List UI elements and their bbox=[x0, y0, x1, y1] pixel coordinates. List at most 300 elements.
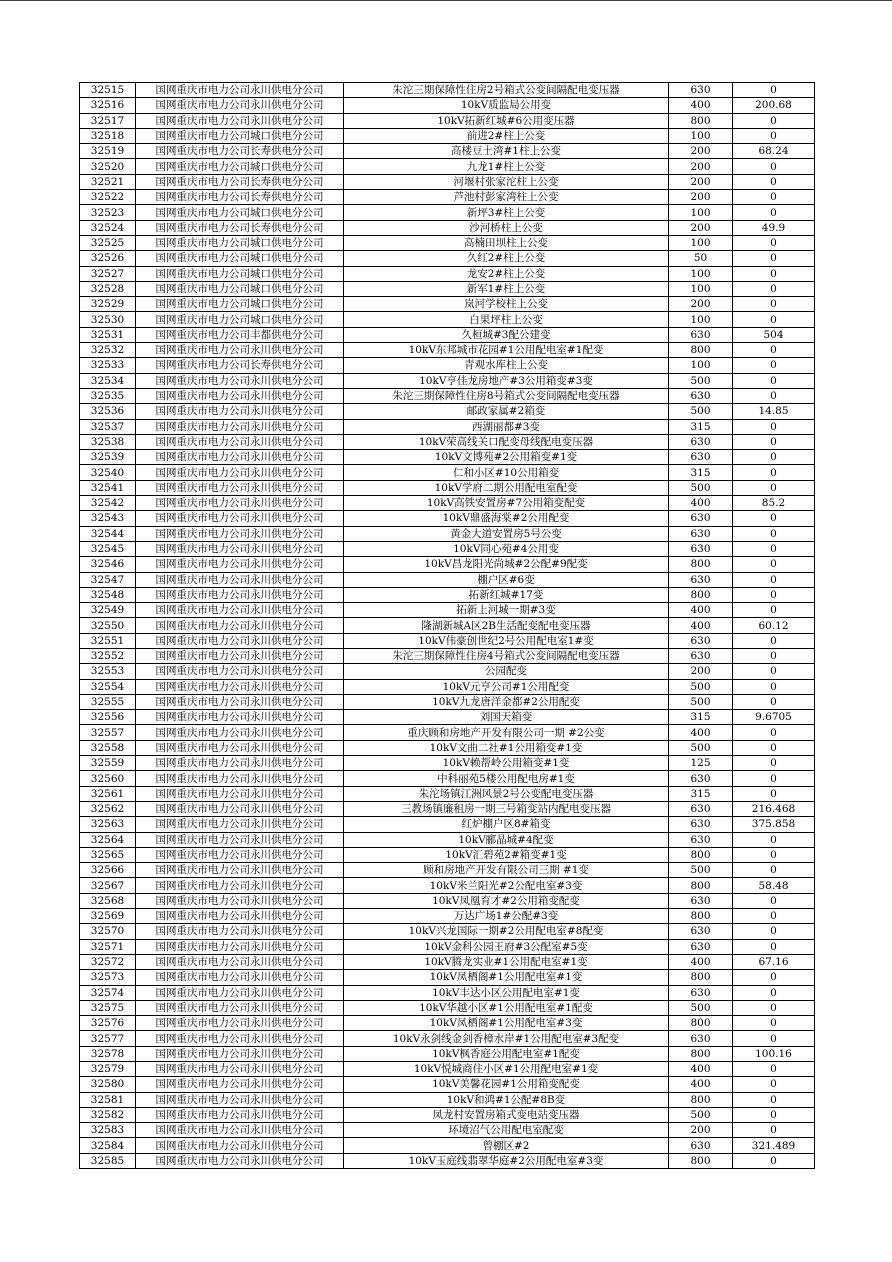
company-cell: 国网重庆市电力公司永川供电分公司 bbox=[136, 388, 344, 403]
transformer-name-cell: 久桓城#3配公建变 bbox=[344, 327, 669, 342]
company-cell: 国网重庆市电力公司长寿供电分公司 bbox=[136, 190, 344, 205]
capacity-cell: 200 bbox=[669, 159, 733, 174]
row-id-cell: 32569 bbox=[80, 909, 136, 924]
company-cell: 国网重庆市电力公司永川供电分公司 bbox=[136, 740, 344, 755]
transformer-name-cell: 高楼豆土湾#1柱上公变 bbox=[344, 144, 669, 159]
value-cell: 58.48 bbox=[733, 878, 815, 893]
row-id-cell: 32557 bbox=[80, 725, 136, 740]
company-cell: 国网重庆市电力公司永川供电分公司 bbox=[136, 893, 344, 908]
value-cell: 0 bbox=[733, 343, 815, 358]
company-cell: 国网重庆市电力公司永川供电分公司 bbox=[136, 725, 344, 740]
company-cell: 国网重庆市电力公司城口供电分公司 bbox=[136, 205, 344, 220]
transformer-name-cell: 10kV高铁安置房#7公用箱变配变 bbox=[344, 496, 669, 511]
value-cell: 0 bbox=[733, 1016, 815, 1031]
table-row bbox=[80, 664, 815, 679]
transformer-name-cell: 九龙1#柱上公变 bbox=[344, 159, 669, 174]
table-row bbox=[80, 235, 815, 250]
company-cell: 国网重庆市电力公司永川供电分公司 bbox=[136, 878, 344, 893]
table-row bbox=[80, 832, 815, 847]
value-cell: 0 bbox=[733, 832, 815, 847]
value-cell: 0 bbox=[733, 388, 815, 403]
table-row bbox=[80, 954, 815, 969]
capacity-cell: 630 bbox=[669, 817, 733, 832]
table-row bbox=[80, 985, 815, 1000]
transformer-name-cell: 曾棚区#2 bbox=[344, 1138, 669, 1153]
table-row bbox=[80, 648, 815, 663]
table-row bbox=[80, 327, 815, 342]
table-row bbox=[80, 909, 815, 924]
transformer-name-cell: 青观水库柱上公变 bbox=[344, 358, 669, 373]
value-cell: 14.85 bbox=[733, 404, 815, 419]
company-cell: 国网重庆市电力公司永川供电分公司 bbox=[136, 496, 344, 511]
page-top-rule bbox=[0, 0, 892, 1]
transformer-name-cell: 沙河桥柱上公变 bbox=[344, 220, 669, 235]
value-cell: 0 bbox=[733, 1123, 815, 1138]
row-id-cell: 32548 bbox=[80, 587, 136, 602]
capacity-cell: 800 bbox=[669, 878, 733, 893]
transformer-name-cell: 棚户区#6变 bbox=[344, 572, 669, 587]
capacity-cell: 630 bbox=[669, 832, 733, 847]
table-row bbox=[80, 572, 815, 587]
value-cell: 0 bbox=[733, 694, 815, 709]
transformer-name-cell: 新坪3#柱上公变 bbox=[344, 205, 669, 220]
transformer-name-cell: 西湖丽都#3变 bbox=[344, 419, 669, 434]
company-cell: 国网重庆市电力公司永川供电分公司 bbox=[136, 434, 344, 449]
value-cell: 0 bbox=[733, 1000, 815, 1015]
transformer-name-cell: 朱沱三期保障性住房8号箱式公变间隔配电变压器 bbox=[344, 388, 669, 403]
transformer-name-cell: 红炉棚户区8#箱变 bbox=[344, 817, 669, 832]
row-id-cell: 32523 bbox=[80, 205, 136, 220]
transformer-name-cell: 拓新上河城一期#3变 bbox=[344, 603, 669, 618]
value-cell: 0 bbox=[733, 83, 815, 98]
row-id-cell: 32567 bbox=[80, 878, 136, 893]
company-cell: 国网重庆市电力公司永川供电分公司 bbox=[136, 1077, 344, 1092]
row-id-cell: 32584 bbox=[80, 1138, 136, 1153]
capacity-cell: 200 bbox=[669, 144, 733, 159]
capacity-cell: 400 bbox=[669, 1062, 733, 1077]
row-id-cell: 32543 bbox=[80, 511, 136, 526]
company-cell: 国网重庆市电力公司永川供电分公司 bbox=[136, 786, 344, 801]
table-row bbox=[80, 587, 815, 602]
row-id-cell: 32517 bbox=[80, 113, 136, 128]
table-row bbox=[80, 924, 815, 939]
row-id-cell: 32576 bbox=[80, 1016, 136, 1031]
transformer-name-cell: 岚河学校柱上公变 bbox=[344, 297, 669, 312]
company-cell: 国网重庆市电力公司永川供电分公司 bbox=[136, 465, 344, 480]
value-cell: 0 bbox=[733, 664, 815, 679]
transformer-name-cell: 10kV丰达小区公用配电室#1变 bbox=[344, 985, 669, 1000]
company-cell: 国网重庆市电力公司永川供电分公司 bbox=[136, 909, 344, 924]
row-id-cell: 32534 bbox=[80, 373, 136, 388]
capacity-cell: 400 bbox=[669, 725, 733, 740]
transformer-name-cell: 10kV伟豪创世纪2号公用配电室1#变 bbox=[344, 633, 669, 648]
row-id-cell: 32574 bbox=[80, 985, 136, 1000]
transformer-name-cell: 10kV文博苑#2公用箱变#1变 bbox=[344, 450, 669, 465]
table-row bbox=[80, 1000, 815, 1015]
capacity-cell: 50 bbox=[669, 251, 733, 266]
company-cell: 国网重庆市电力公司城口供电分公司 bbox=[136, 159, 344, 174]
company-cell: 国网重庆市电力公司永川供电分公司 bbox=[136, 694, 344, 709]
value-cell: 0 bbox=[733, 312, 815, 327]
value-cell: 0 bbox=[733, 419, 815, 434]
company-cell: 国网重庆市电力公司永川供电分公司 bbox=[136, 343, 344, 358]
company-cell: 国网重庆市电力公司丰都供电分公司 bbox=[136, 327, 344, 342]
company-cell: 国网重庆市电力公司城口供电分公司 bbox=[136, 297, 344, 312]
value-cell: 0 bbox=[733, 970, 815, 985]
company-cell: 国网重庆市电力公司永川供电分公司 bbox=[136, 679, 344, 694]
capacity-cell: 200 bbox=[669, 190, 733, 205]
capacity-cell: 630 bbox=[669, 511, 733, 526]
company-cell: 国网重庆市电力公司永川供电分公司 bbox=[136, 771, 344, 786]
row-id-cell: 32518 bbox=[80, 128, 136, 143]
value-cell: 0 bbox=[733, 756, 815, 771]
value-cell: 0 bbox=[733, 587, 815, 602]
table-row bbox=[80, 113, 815, 128]
company-cell: 国网重庆市电力公司长寿供电分公司 bbox=[136, 220, 344, 235]
value-cell: 0 bbox=[733, 266, 815, 281]
row-id-cell: 32571 bbox=[80, 939, 136, 954]
capacity-cell: 630 bbox=[669, 1031, 733, 1046]
transformer-name-cell: 中科丽苑5楼公用配电房#1变 bbox=[344, 771, 669, 786]
company-cell: 国网重庆市电力公司永川供电分公司 bbox=[136, 557, 344, 572]
row-id-cell: 32561 bbox=[80, 786, 136, 801]
company-cell: 国网重庆市电力公司永川供电分公司 bbox=[136, 587, 344, 602]
company-cell: 国网重庆市电力公司永川供电分公司 bbox=[136, 1000, 344, 1015]
value-cell: 0 bbox=[733, 679, 815, 694]
table-row bbox=[80, 847, 815, 862]
capacity-cell: 500 bbox=[669, 863, 733, 878]
company-cell: 国网重庆市电力公司永川供电分公司 bbox=[136, 954, 344, 969]
company-cell: 国网重庆市电力公司永川供电分公司 bbox=[136, 404, 344, 419]
table-row bbox=[80, 159, 815, 174]
value-cell: 0 bbox=[733, 572, 815, 587]
row-id-cell: 32516 bbox=[80, 98, 136, 113]
value-cell: 0 bbox=[733, 297, 815, 312]
company-cell: 国网重庆市电力公司永川供电分公司 bbox=[136, 1016, 344, 1031]
capacity-cell: 800 bbox=[669, 343, 733, 358]
table-row bbox=[80, 771, 815, 786]
value-cell: 321.489 bbox=[733, 1138, 815, 1153]
row-id-cell: 32530 bbox=[80, 312, 136, 327]
table-row bbox=[80, 343, 815, 358]
capacity-cell: 400 bbox=[669, 603, 733, 618]
table-row bbox=[80, 1092, 815, 1107]
table-row bbox=[80, 496, 815, 511]
row-id-cell: 32544 bbox=[80, 526, 136, 541]
row-id-cell: 32578 bbox=[80, 1046, 136, 1061]
row-id-cell: 32585 bbox=[80, 1153, 136, 1168]
value-cell: 0 bbox=[733, 740, 815, 755]
capacity-cell: 315 bbox=[669, 710, 733, 725]
table-row bbox=[80, 190, 815, 205]
transformer-name-cell: 朱沱三期保障性住房2号箱式公变间隔配电变压器 bbox=[344, 83, 669, 98]
row-id-cell: 32538 bbox=[80, 434, 136, 449]
table-row bbox=[80, 1016, 815, 1031]
capacity-cell: 800 bbox=[669, 557, 733, 572]
table-row bbox=[80, 557, 815, 572]
table-row bbox=[80, 1107, 815, 1122]
transformer-name-cell: 10kV金科公园王府#3公配室#5变 bbox=[344, 939, 669, 954]
row-id-cell: 32536 bbox=[80, 404, 136, 419]
company-cell: 国网重庆市电力公司永川供电分公司 bbox=[136, 526, 344, 541]
company-cell: 国网重庆市电力公司长寿供电分公司 bbox=[136, 358, 344, 373]
value-cell: 67.16 bbox=[733, 954, 815, 969]
row-id-cell: 32519 bbox=[80, 144, 136, 159]
value-cell: 0 bbox=[733, 251, 815, 266]
row-id-cell: 32550 bbox=[80, 618, 136, 633]
capacity-cell: 500 bbox=[669, 1000, 733, 1015]
company-cell: 国网重庆市电力公司永川供电分公司 bbox=[136, 113, 344, 128]
table-row bbox=[80, 1031, 815, 1046]
table-row bbox=[80, 786, 815, 801]
transformer-table bbox=[79, 82, 815, 1169]
row-id-cell: 32537 bbox=[80, 419, 136, 434]
row-id-cell: 32563 bbox=[80, 817, 136, 832]
capacity-cell: 630 bbox=[669, 648, 733, 663]
row-id-cell: 32528 bbox=[80, 281, 136, 296]
value-cell: 216.468 bbox=[733, 801, 815, 816]
company-cell: 国网重庆市电力公司永川供电分公司 bbox=[136, 541, 344, 556]
capacity-cell: 100 bbox=[669, 312, 733, 327]
row-id-cell: 32542 bbox=[80, 496, 136, 511]
transformer-name-cell: 万达广场1#公配#3变 bbox=[344, 909, 669, 924]
capacity-cell: 100 bbox=[669, 266, 733, 281]
row-id-cell: 32562 bbox=[80, 801, 136, 816]
table-row bbox=[80, 1062, 815, 1077]
capacity-cell: 630 bbox=[669, 526, 733, 541]
company-cell: 国网重庆市电力公司城口供电分公司 bbox=[136, 312, 344, 327]
row-id-cell: 32564 bbox=[80, 832, 136, 847]
table-row bbox=[80, 358, 815, 373]
transformer-name-cell: 环境沼气公用配电室配变 bbox=[344, 1123, 669, 1138]
table-row bbox=[80, 1077, 815, 1092]
capacity-cell: 630 bbox=[669, 450, 733, 465]
capacity-cell: 630 bbox=[669, 801, 733, 816]
capacity-cell: 200 bbox=[669, 220, 733, 235]
table-row bbox=[80, 266, 815, 281]
capacity-cell: 500 bbox=[669, 404, 733, 419]
transformer-name-cell: 10kV美馨花园#1公用箱变配变 bbox=[344, 1077, 669, 1092]
company-cell: 国网重庆市电力公司永川供电分公司 bbox=[136, 83, 344, 98]
transformer-name-cell: 凤龙村安置房箱式变电站变压器 bbox=[344, 1107, 669, 1122]
table-row bbox=[80, 1138, 815, 1153]
transformer-name-cell: 河堰村张家沱柱上公变 bbox=[344, 174, 669, 189]
transformer-name-cell: 10kV拓新红城#6公用变压器 bbox=[344, 113, 669, 128]
transformer-name-cell: 10kV九龙唐洋金都#2公用配变 bbox=[344, 694, 669, 709]
transformer-name-cell: 仁和小区#10公用箱变 bbox=[344, 465, 669, 480]
company-cell: 国网重庆市电力公司永川供电分公司 bbox=[136, 756, 344, 771]
table-row bbox=[80, 174, 815, 189]
transformer-name-cell: 10kV昌龙阳光尚城#2公配#9配变 bbox=[344, 557, 669, 572]
capacity-cell: 630 bbox=[669, 572, 733, 587]
value-cell: 375.858 bbox=[733, 817, 815, 832]
transformer-name-cell: 白果坪柱上公变 bbox=[344, 312, 669, 327]
capacity-cell: 315 bbox=[669, 786, 733, 801]
transformer-name-cell: 10kV玉庭线翡翠华庭#2公用配电室#3变 bbox=[344, 1153, 669, 1168]
value-cell: 0 bbox=[733, 648, 815, 663]
row-id-cell: 32545 bbox=[80, 541, 136, 556]
row-id-cell: 32549 bbox=[80, 603, 136, 618]
row-id-cell: 32541 bbox=[80, 480, 136, 495]
capacity-cell: 500 bbox=[669, 694, 733, 709]
row-id-cell: 32547 bbox=[80, 572, 136, 587]
company-cell: 国网重庆市电力公司永川供电分公司 bbox=[136, 710, 344, 725]
value-cell: 0 bbox=[733, 985, 815, 1000]
table-row bbox=[80, 404, 815, 419]
transformer-name-cell: 10kV赖帮岭公用箱变#1变 bbox=[344, 756, 669, 771]
capacity-cell: 400 bbox=[669, 954, 733, 969]
capacity-cell: 200 bbox=[669, 297, 733, 312]
value-cell: 0 bbox=[733, 939, 815, 954]
capacity-cell: 100 bbox=[669, 235, 733, 250]
value-cell: 0 bbox=[733, 786, 815, 801]
table-row bbox=[80, 511, 815, 526]
company-cell: 国网重庆市电力公司城口供电分公司 bbox=[136, 235, 344, 250]
value-cell: 9.6705 bbox=[733, 710, 815, 725]
capacity-cell: 400 bbox=[669, 98, 733, 113]
row-id-cell: 32546 bbox=[80, 557, 136, 572]
row-id-cell: 32532 bbox=[80, 343, 136, 358]
table-row bbox=[80, 205, 815, 220]
table-row bbox=[80, 526, 815, 541]
table-row bbox=[80, 434, 815, 449]
row-id-cell: 32559 bbox=[80, 756, 136, 771]
company-cell: 国网重庆市电力公司永川供电分公司 bbox=[136, 98, 344, 113]
transformer-name-cell: 10kV米兰阳光#2公配电室#3变 bbox=[344, 878, 669, 893]
row-id-cell: 32572 bbox=[80, 954, 136, 969]
value-cell: 0 bbox=[733, 205, 815, 220]
company-cell: 国网重庆市电力公司永川供电分公司 bbox=[136, 633, 344, 648]
company-cell: 国网重庆市电力公司永川供电分公司 bbox=[136, 801, 344, 816]
transformer-name-cell: 10kV元亨公司#1公用配变 bbox=[344, 679, 669, 694]
value-cell: 0 bbox=[733, 465, 815, 480]
transformer-name-cell: 10kV东邦城市花园#1公用配电室#1配变 bbox=[344, 343, 669, 358]
table-row bbox=[80, 144, 815, 159]
capacity-cell: 800 bbox=[669, 970, 733, 985]
value-cell: 0 bbox=[733, 174, 815, 189]
row-id-cell: 32521 bbox=[80, 174, 136, 189]
transformer-name-cell: 前进2#柱上公变 bbox=[344, 128, 669, 143]
company-cell: 国网重庆市电力公司永川供电分公司 bbox=[136, 1138, 344, 1153]
company-cell: 国网重庆市电力公司永川供电分公司 bbox=[136, 480, 344, 495]
value-cell: 0 bbox=[733, 235, 815, 250]
value-cell: 0 bbox=[733, 113, 815, 128]
table-row bbox=[80, 312, 815, 327]
table-row bbox=[80, 98, 815, 113]
row-id-cell: 32583 bbox=[80, 1123, 136, 1138]
table-row bbox=[80, 633, 815, 648]
capacity-cell: 200 bbox=[669, 174, 733, 189]
capacity-cell: 100 bbox=[669, 281, 733, 296]
table-row bbox=[80, 970, 815, 985]
table-row bbox=[80, 1153, 815, 1168]
table-row bbox=[80, 603, 815, 618]
table-row bbox=[80, 863, 815, 878]
company-cell: 国网重庆市电力公司永川供电分公司 bbox=[136, 419, 344, 434]
table-row bbox=[80, 465, 815, 480]
value-cell: 0 bbox=[733, 526, 815, 541]
capacity-cell: 630 bbox=[669, 939, 733, 954]
value-cell: 0 bbox=[733, 863, 815, 878]
transformer-name-cell: 10kV华越小区#1公用配电室#1配变 bbox=[344, 1000, 669, 1015]
transformer-name-cell: 10kV腾龙实业#1公用配电室#1变 bbox=[344, 954, 669, 969]
row-id-cell: 32580 bbox=[80, 1077, 136, 1092]
capacity-cell: 500 bbox=[669, 679, 733, 694]
value-cell: 200.68 bbox=[733, 98, 815, 113]
row-id-cell: 32553 bbox=[80, 664, 136, 679]
capacity-cell: 630 bbox=[669, 893, 733, 908]
capacity-cell: 315 bbox=[669, 465, 733, 480]
table-row bbox=[80, 939, 815, 954]
capacity-cell: 500 bbox=[669, 373, 733, 388]
capacity-cell: 800 bbox=[669, 1092, 733, 1107]
row-id-cell: 32515 bbox=[80, 83, 136, 98]
capacity-cell: 800 bbox=[669, 587, 733, 602]
table-row bbox=[80, 679, 815, 694]
row-id-cell: 32570 bbox=[80, 924, 136, 939]
transformer-name-cell: 高楠田坝柱上公变 bbox=[344, 235, 669, 250]
value-cell: 0 bbox=[733, 893, 815, 908]
row-id-cell: 32552 bbox=[80, 648, 136, 663]
company-cell: 国网重庆市电力公司永川供电分公司 bbox=[136, 1031, 344, 1046]
table-row bbox=[80, 373, 815, 388]
company-cell: 国网重庆市电力公司城口供电分公司 bbox=[136, 128, 344, 143]
table-row bbox=[80, 618, 815, 633]
transformer-name-cell: 10kV郦晶城#4配变 bbox=[344, 832, 669, 847]
transformer-name-cell: 拓新红城#17变 bbox=[344, 587, 669, 602]
value-cell: 0 bbox=[733, 281, 815, 296]
company-cell: 国网重庆市电力公司永川供电分公司 bbox=[136, 1046, 344, 1061]
transformer-name-cell: 朱沱三期保障性住房4号箱式公变间隔配电变压器 bbox=[344, 648, 669, 663]
company-cell: 国网重庆市电力公司永川供电分公司 bbox=[136, 985, 344, 1000]
row-id-cell: 32573 bbox=[80, 970, 136, 985]
company-cell: 国网重庆市电力公司永川供电分公司 bbox=[136, 817, 344, 832]
company-cell: 国网重庆市电力公司永川供电分公司 bbox=[136, 924, 344, 939]
value-cell: 60.12 bbox=[733, 618, 815, 633]
transformer-name-cell: 隆湖新城A区2B生活配变配电变压器 bbox=[344, 618, 669, 633]
capacity-cell: 315 bbox=[669, 419, 733, 434]
company-cell: 国网重庆市电力公司永川供电分公司 bbox=[136, 572, 344, 587]
row-id-cell: 32520 bbox=[80, 159, 136, 174]
table-row bbox=[80, 220, 815, 235]
row-id-cell: 32535 bbox=[80, 388, 136, 403]
table-row bbox=[80, 450, 815, 465]
company-cell: 国网重庆市电力公司永川供电分公司 bbox=[136, 1153, 344, 1168]
capacity-cell: 630 bbox=[669, 388, 733, 403]
value-cell: 0 bbox=[733, 373, 815, 388]
capacity-cell: 630 bbox=[669, 541, 733, 556]
table-row bbox=[80, 251, 815, 266]
table-row bbox=[80, 893, 815, 908]
value-cell: 0 bbox=[733, 511, 815, 526]
value-cell: 0 bbox=[733, 771, 815, 786]
value-cell: 0 bbox=[733, 1077, 815, 1092]
capacity-cell: 200 bbox=[669, 664, 733, 679]
capacity-cell: 100 bbox=[669, 358, 733, 373]
transformer-name-cell: 10kV荣高线关口配变母线配电变压器 bbox=[344, 434, 669, 449]
value-cell: 0 bbox=[733, 924, 815, 939]
row-id-cell: 32555 bbox=[80, 694, 136, 709]
value-cell: 0 bbox=[733, 450, 815, 465]
transformer-name-cell: 10kV悦城商住小区#1公用配电室#1变 bbox=[344, 1062, 669, 1077]
row-id-cell: 32575 bbox=[80, 1000, 136, 1015]
transformer-name-cell: 10kV学府二期公用配电室配变 bbox=[344, 480, 669, 495]
capacity-cell: 500 bbox=[669, 1107, 733, 1122]
company-cell: 国网重庆市电力公司永川供电分公司 bbox=[136, 373, 344, 388]
capacity-cell: 800 bbox=[669, 909, 733, 924]
value-cell: 0 bbox=[733, 1062, 815, 1077]
transformer-name-cell: 10kV质监局公用变 bbox=[344, 98, 669, 113]
